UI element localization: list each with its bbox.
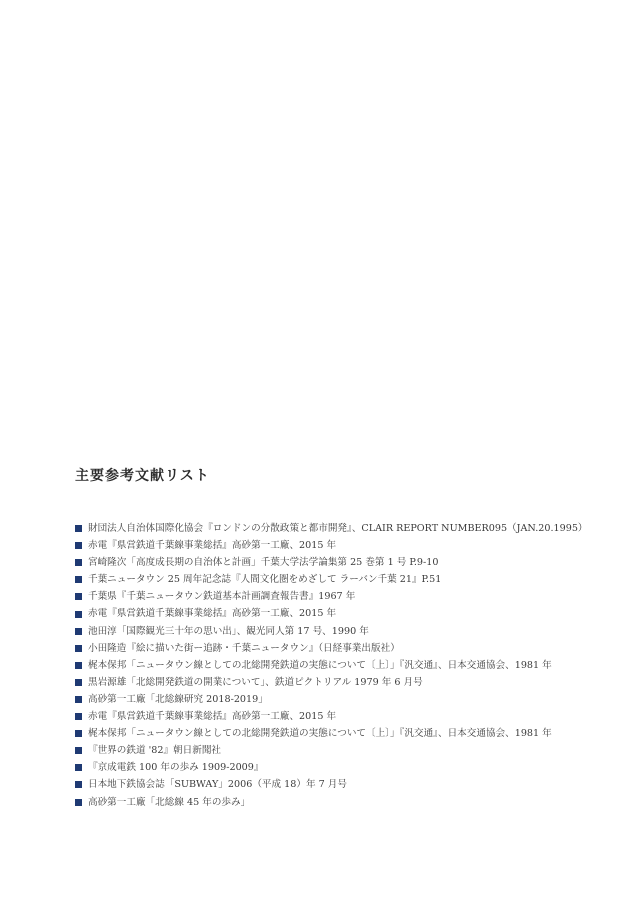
reference-text: 梶本保邦「ニュータウン線としての北総開発鉄道の実態について〔上〕」『汎交通』、日本交通協会、1981 年 — [88, 728, 552, 740]
square-bullet-icon — [75, 764, 82, 771]
list-item — [75, 776, 615, 793]
reference-text: 高砂第一工廠「北総線研究 2018-2019」 — [88, 693, 268, 705]
list-item — [75, 742, 615, 759]
square-bullet-icon — [75, 696, 82, 703]
square-bullet-icon — [75, 628, 82, 635]
reference-text: 赤電『県営鉄道千葉線事業総括』高砂第一工廠、2015 年 — [88, 608, 337, 620]
list-item — [75, 657, 615, 674]
reference-text: 小田隆造『絵に描いた街ー追跡・千葉ニュータウン』（日経事業出版社） — [88, 642, 400, 654]
list-item — [75, 571, 615, 588]
list-item — [75, 708, 615, 725]
list-item — [75, 640, 615, 657]
square-bullet-icon — [75, 559, 82, 566]
list-item — [75, 691, 615, 708]
reference-text: 『京成電鉄 100 年の歩み 1909-2009』 — [88, 762, 264, 774]
reference-text: 日本地下鉄協会誌「SUBWAY」2006（平成 18）年 7 月号 — [88, 779, 347, 791]
square-bullet-icon — [75, 525, 82, 532]
reference-text: 『世界の鉄道 '82』朝日新聞社 — [88, 745, 222, 757]
list-item — [75, 725, 615, 742]
square-bullet-icon — [75, 713, 82, 720]
reference-text: 千葉県『千葉ニュータウン鉄道基本計画調査報告書』1967 年 — [88, 591, 356, 603]
square-bullet-icon — [75, 679, 82, 686]
square-bullet-icon — [75, 593, 82, 600]
reference-text: 赤電『県営鉄道千葉線事業総括』高砂第一工廠、2015 年 — [88, 711, 337, 723]
list-item — [75, 623, 615, 640]
reference-text: 財団法人自治体国際化協会『ロンドンの分散政策と都市開発』、CLAIR REPORT NUMBER095（JAN.20.1995） — [88, 523, 588, 534]
square-bullet-icon — [75, 662, 82, 669]
square-bullet-icon — [75, 781, 82, 788]
square-bullet-icon — [75, 645, 82, 652]
reference-text: 梶本保邦「ニュータウン線としての北総開発鉄道の実態について〔上〕」『汎交通』、日本交通協会、1981 年 — [88, 659, 552, 671]
reference-text: 高砂第一工廠「北総線 45 年の歩み」 — [88, 796, 251, 808]
square-bullet-icon — [75, 576, 82, 583]
square-bullet-icon — [75, 747, 82, 754]
reference-list — [75, 520, 615, 811]
list-item — [75, 520, 615, 537]
list-item — [75, 537, 615, 554]
reference-text: 黒岩源雄「北総開発鉄道の開業について」、鉄道ピクトリアル 1979 年 6 月号 — [88, 676, 423, 688]
square-bullet-icon — [75, 542, 82, 549]
list-item — [75, 794, 615, 811]
square-bullet-icon — [75, 730, 82, 737]
list-item — [75, 674, 615, 691]
page-title: 主要参考文献リスト — [75, 468, 210, 485]
reference-text: 千葉ニュータウン 25 周年記念誌『人間文化圏をめざして ラーバン千葉 21』P.51 — [88, 574, 442, 586]
reference-text: 赤電『県営鉄道千葉線事業総括』高砂第一工廠、2015 年 — [88, 540, 337, 552]
reference-text: 宮崎隆次「高度成長期の自治体と計画」千葉大学法学論集第 25 巻第 1 号 P.9-10 — [88, 557, 439, 569]
list-item — [75, 554, 615, 571]
list-item — [75, 605, 615, 622]
list-item — [75, 588, 615, 605]
square-bullet-icon — [75, 799, 82, 806]
square-bullet-icon — [75, 611, 82, 618]
reference-text: 池田淳「国際観光三十年の思い出」、観光同人第 17 号、1990 年 — [88, 625, 369, 637]
list-item — [75, 759, 615, 776]
